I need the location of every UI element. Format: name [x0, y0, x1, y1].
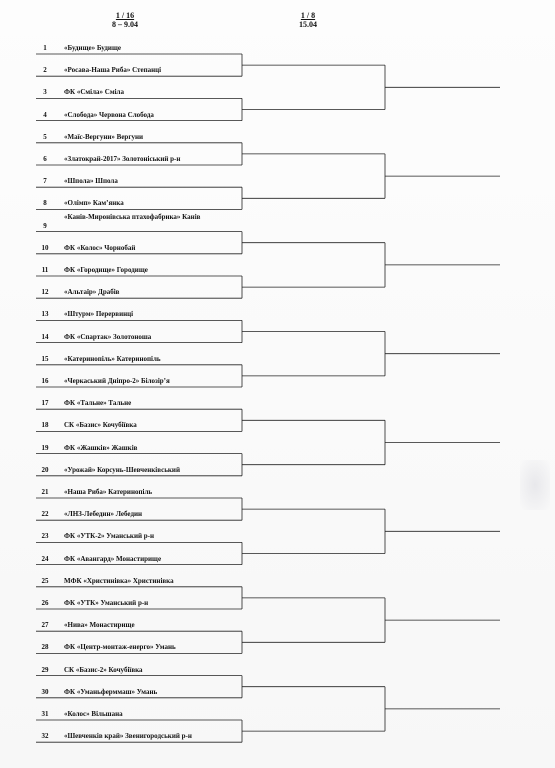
- seed-number: 25: [41, 576, 49, 585]
- team-name: ФК «Уманьферммаш» Умань: [64, 687, 158, 696]
- team-name: «Слобода» Червона Слобода: [64, 110, 154, 119]
- team-name: «Будище» Будище: [64, 44, 121, 52]
- team-row: [36, 707, 246, 721]
- seed-number: 10: [41, 243, 49, 252]
- team-row: [36, 174, 246, 188]
- seed-number: 15: [41, 354, 49, 363]
- team-name: «Маїс-Вергуни» Вергуни: [64, 132, 144, 141]
- team-name: «Штурм» Перервинці: [64, 310, 134, 319]
- team-name: ФК «УТК» Уманський р-н: [64, 599, 149, 607]
- seed-number: 5: [43, 132, 47, 141]
- team-name: ФК «Колос» Чорнобай: [64, 243, 136, 252]
- seed-number: 7: [43, 177, 47, 186]
- team-row: [36, 463, 246, 477]
- team-row: [36, 485, 246, 499]
- team-row: [36, 352, 246, 366]
- team-row: [36, 152, 246, 166]
- seed-number: 9: [43, 221, 47, 230]
- team-name: ФК «Сміла» Сміла: [64, 88, 124, 97]
- team-row: [36, 330, 246, 344]
- seed-number: 12: [41, 288, 49, 297]
- seed-number: 27: [41, 621, 49, 630]
- team-row: [36, 640, 246, 654]
- team-row: [36, 196, 246, 210]
- team-row: [36, 241, 246, 255]
- seed-number: 22: [41, 510, 49, 519]
- team-name: «Олімп» Кам’янка: [64, 199, 124, 208]
- seed-number: 24: [41, 554, 49, 563]
- team-row: [36, 108, 246, 122]
- round-dates: 15.04: [299, 20, 317, 29]
- team-name: ФК «Центр-монтаж-енерго» Умань: [64, 643, 176, 652]
- seed-number: 3: [43, 88, 47, 97]
- team-name: ФК «Авангард» Монастирище: [64, 554, 162, 563]
- seed-number: 16: [41, 377, 49, 385]
- team-name: ФК «Спартак» Золотоноша: [64, 332, 152, 341]
- team-row: [36, 596, 246, 610]
- seed-number: 23: [41, 532, 49, 541]
- seed-number: 2: [43, 66, 47, 75]
- team-name: ФК «Тальне» Тальне: [64, 399, 132, 408]
- team-row: [36, 729, 246, 743]
- seed-number: 28: [41, 643, 49, 652]
- team-row: [36, 418, 246, 432]
- team-row: [36, 574, 246, 588]
- team-name: «Урожай» Корсунь-Шевченківський: [64, 465, 180, 474]
- team-name: «Нива» Монастирище: [64, 621, 135, 630]
- team-row: [36, 130, 246, 144]
- team-name: «Черкаський Дніпро-2» Білозір’я: [64, 377, 170, 385]
- seed-number: 1: [43, 44, 47, 52]
- seed-number: 20: [41, 465, 49, 474]
- seed-number: 29: [41, 665, 49, 674]
- team-row: [36, 41, 246, 55]
- seed-number: 11: [41, 266, 49, 274]
- team-name: МФК «Христинівка» Христинівка: [64, 576, 174, 585]
- team-name: СК «Базис» Кочубіївка: [64, 421, 137, 430]
- team-row: [36, 685, 246, 699]
- seed-number: 14: [41, 332, 49, 341]
- seed-number: 32: [41, 732, 49, 741]
- seed-number: 31: [41, 710, 49, 718]
- team-name: «Златокрай-2017» Золотоніський р-н: [64, 155, 181, 163]
- team-name: «Росава-Наша Риба» Степанці: [64, 66, 162, 75]
- team-row: [36, 396, 246, 410]
- team-name: «Катеринопіль» Катеринопіль: [64, 354, 161, 363]
- team-row: [36, 285, 246, 299]
- team-row: [36, 307, 246, 321]
- seed-number: 26: [41, 599, 49, 607]
- team-name: ФК «Жашків» Жашків: [64, 443, 138, 452]
- team-row: [36, 552, 246, 566]
- team-row: [36, 663, 246, 677]
- team-row: [36, 618, 246, 632]
- team-name: ФК «Городище» Городище: [64, 266, 148, 274]
- round-dates: 8 – 9.04: [112, 20, 138, 29]
- team-name: «ЛНЗ-Лебедин» Лебедин: [64, 510, 143, 519]
- seed-number: 4: [43, 110, 47, 119]
- team-name: «Колос» Вільшана: [64, 710, 123, 718]
- team-row: [36, 85, 246, 99]
- seed-number: 21: [41, 488, 49, 496]
- team-row: [36, 374, 246, 388]
- team-name: «Шевченків край» Звенигородський р-н: [64, 732, 192, 741]
- seed-number: 13: [41, 310, 49, 319]
- round-label: 1 / 16: [115, 11, 135, 20]
- team-row: [36, 529, 246, 543]
- team-row: [36, 441, 246, 455]
- team-row: [36, 263, 246, 277]
- seed-number: 6: [43, 155, 47, 163]
- seed-number: 8: [43, 199, 47, 208]
- seed-number: 30: [41, 687, 49, 696]
- team-name: «Канів-Миронівська птахофабрика» Канів: [64, 212, 201, 221]
- team-row: [36, 212, 246, 233]
- seed-number: 17: [41, 399, 49, 408]
- team-name: «Наша Риба» Катеринопіль: [64, 488, 153, 496]
- seed-number: 18: [41, 421, 49, 430]
- team-name: ФК «УТК-2» Уманський р-н: [64, 532, 155, 541]
- team-name: «Альтаїр» Драбів: [64, 288, 120, 297]
- team-name: «Шпола» Шпола: [64, 177, 118, 186]
- seed-number: 19: [41, 443, 49, 452]
- scan-smudge: [520, 460, 550, 510]
- team-row: [36, 63, 246, 77]
- round-label: 1 / 8: [300, 11, 316, 20]
- team-row: [36, 507, 246, 521]
- team-name: СК «Базис-2» Кочубіївка: [64, 665, 143, 674]
